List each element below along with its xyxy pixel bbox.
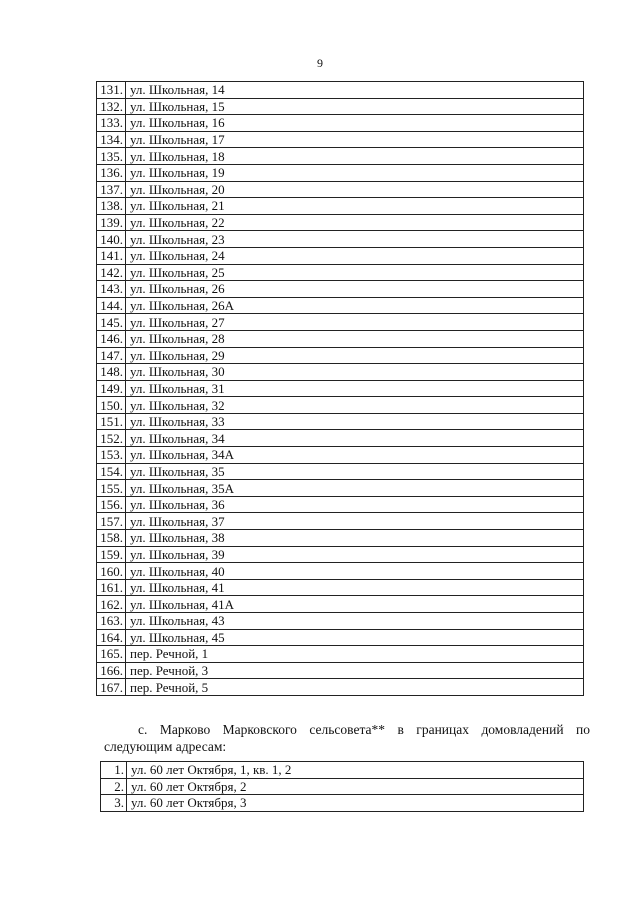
table-row	[97, 413, 584, 430]
row-address: ул. 60 лет Октября, 1, кв. 1, 2	[127, 762, 584, 779]
table-row	[97, 231, 584, 248]
table-row	[97, 214, 584, 231]
row-number: 152.	[97, 430, 126, 447]
row-number: 154.	[97, 463, 126, 480]
table-row	[97, 247, 584, 264]
row-address: ул. Школьная, 24	[126, 247, 584, 264]
table-row	[97, 513, 584, 530]
table-row	[97, 629, 584, 646]
row-address: ул. Школьная, 29	[126, 347, 584, 364]
row-address: ул. Школьная, 45	[126, 629, 584, 646]
row-number: 3.	[101, 795, 127, 812]
address-table-body	[97, 82, 584, 696]
row-number: 146.	[97, 330, 126, 347]
table-row	[97, 164, 584, 181]
table-row	[97, 662, 584, 679]
row-number: 1.	[101, 762, 127, 779]
table-row	[97, 380, 584, 397]
table-row	[97, 264, 584, 281]
row-address: ул. 60 лет Октября, 3	[127, 795, 584, 812]
table-row	[97, 447, 584, 464]
table-row	[97, 596, 584, 613]
row-address: ул. Школьная, 32	[126, 397, 584, 414]
row-address: ул. Школьная, 39	[126, 546, 584, 563]
row-number: 153.	[97, 447, 126, 464]
row-address: ул. Школьная, 40	[126, 563, 584, 580]
row-number: 136.	[97, 164, 126, 181]
row-address: ул. Школьная, 25	[126, 264, 584, 281]
row-number: 139.	[97, 214, 126, 231]
table-row	[97, 364, 584, 381]
table-row	[97, 148, 584, 165]
row-number: 138.	[97, 198, 126, 215]
row-address: ул. Школьная, 28	[126, 330, 584, 347]
table-row	[97, 98, 584, 115]
row-number: 151.	[97, 413, 126, 430]
row-address: ул. Школьная, 41	[126, 579, 584, 596]
section-paragraph	[104, 721, 590, 755]
row-address: ул. Школьная, 31	[126, 380, 584, 397]
row-address: ул. Школьная, 36	[126, 496, 584, 513]
page-number: 9	[317, 56, 323, 70]
row-address: ул. Школьная, 16	[126, 115, 584, 132]
row-address: ул. 60 лет Октября, 2	[127, 778, 584, 795]
table-row	[97, 297, 584, 314]
row-number: 2.	[101, 778, 127, 795]
row-address: ул. Школьная, 23	[126, 231, 584, 248]
row-address: ул. Школьная, 34	[126, 430, 584, 447]
row-number: 144.	[97, 297, 126, 314]
row-number: 135.	[97, 148, 126, 165]
row-address: ул. Школьная, 22	[126, 214, 584, 231]
row-address: пер. Речной, 5	[126, 679, 584, 696]
row-number: 131.	[97, 82, 126, 99]
table-row	[97, 314, 584, 331]
table-row	[97, 115, 584, 132]
row-address: ул. Школьная, 38	[126, 530, 584, 547]
table-row	[97, 198, 584, 215]
table-row	[97, 463, 584, 480]
row-number: 166.	[97, 662, 126, 679]
row-number: 150.	[97, 397, 126, 414]
row-number: 137.	[97, 181, 126, 198]
row-number: 143.	[97, 281, 126, 298]
section-text: с. Марково Марковского сельсовета** в границах домовладений по следующим адресам:	[104, 722, 590, 754]
row-number: 149.	[97, 380, 126, 397]
row-address: ул. Школьная, 35	[126, 463, 584, 480]
markovo-address-table-body	[101, 762, 584, 812]
table-row	[97, 397, 584, 414]
row-number: 164.	[97, 629, 126, 646]
address-table	[96, 81, 584, 696]
row-number: 134.	[97, 131, 126, 148]
row-address: ул. Школьная, 21	[126, 198, 584, 215]
row-address: ул. Школьная, 19	[126, 164, 584, 181]
table-row	[97, 613, 584, 630]
row-address: ул. Школьная, 18	[126, 148, 584, 165]
row-number: 133.	[97, 115, 126, 132]
row-address: ул. Школьная, 35А	[126, 480, 584, 497]
row-number: 161.	[97, 579, 126, 596]
row-address: ул. Школьная, 41А	[126, 596, 584, 613]
row-number: 147.	[97, 347, 126, 364]
row-number: 132.	[97, 98, 126, 115]
table-row	[97, 330, 584, 347]
row-address: ул. Школьная, 26	[126, 281, 584, 298]
row-number: 148.	[97, 364, 126, 381]
row-address: пер. Речной, 3	[126, 662, 584, 679]
row-number: 167.	[97, 679, 126, 696]
row-address: ул. Школьная, 20	[126, 181, 584, 198]
row-address: пер. Речной, 1	[126, 646, 584, 663]
row-number: 165.	[97, 646, 126, 663]
table-row	[97, 82, 584, 99]
row-address: ул. Школьная, 26А	[126, 297, 584, 314]
table-row	[101, 795, 584, 812]
row-address: ул. Школьная, 30	[126, 364, 584, 381]
table-row	[97, 181, 584, 198]
row-number: 145.	[97, 314, 126, 331]
table-row	[97, 679, 584, 696]
row-number: 140.	[97, 231, 126, 248]
row-address: ул. Школьная, 14	[126, 82, 584, 99]
row-number: 163.	[97, 613, 126, 630]
row-number: 155.	[97, 480, 126, 497]
table-row	[101, 778, 584, 795]
row-number: 158.	[97, 530, 126, 547]
row-number: 142.	[97, 264, 126, 281]
row-address: ул. Школьная, 15	[126, 98, 584, 115]
table-row	[97, 563, 584, 580]
row-number: 156.	[97, 496, 126, 513]
row-address: ул. Школьная, 37	[126, 513, 584, 530]
row-number: 141.	[97, 247, 126, 264]
row-address: ул. Школьная, 17	[126, 131, 584, 148]
markovo-address-table	[100, 761, 584, 812]
table-row	[97, 530, 584, 547]
table-row	[97, 496, 584, 513]
table-row	[97, 579, 584, 596]
table-row	[97, 347, 584, 364]
table-row	[97, 131, 584, 148]
table-row	[97, 646, 584, 663]
row-address: ул. Школьная, 34А	[126, 447, 584, 464]
row-number: 162.	[97, 596, 126, 613]
row-address: ул. Школьная, 27	[126, 314, 584, 331]
row-address: ул. Школьная, 43	[126, 613, 584, 630]
table-row	[97, 281, 584, 298]
row-number: 160.	[97, 563, 126, 580]
row-number: 159.	[97, 546, 126, 563]
table-row	[101, 762, 584, 779]
table-row	[97, 430, 584, 447]
table-row	[97, 546, 584, 563]
row-address: ул. Школьная, 33	[126, 413, 584, 430]
table-row	[97, 480, 584, 497]
row-number: 157.	[97, 513, 126, 530]
